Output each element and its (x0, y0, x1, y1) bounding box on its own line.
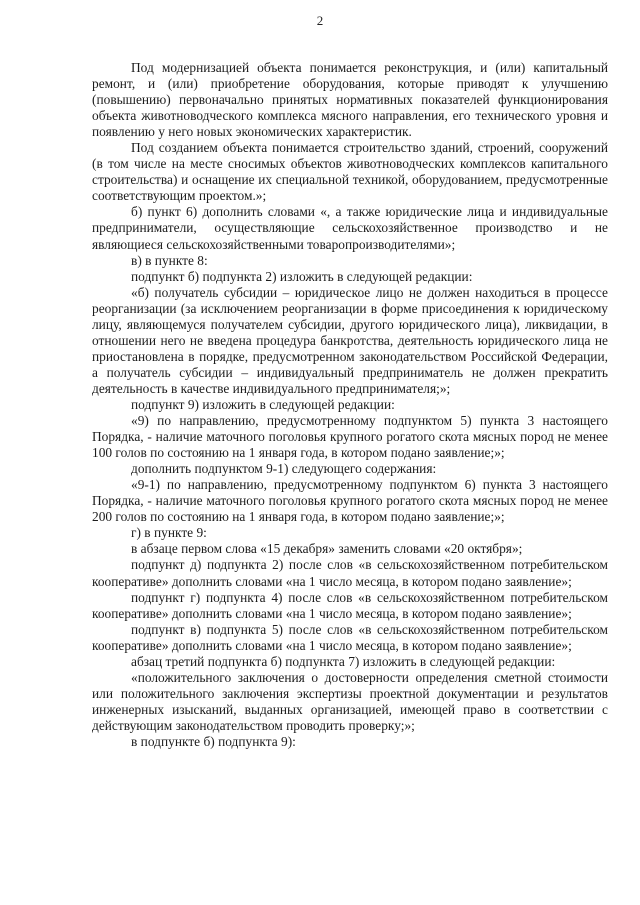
paragraph-creation-definition: Под созданием объекта понимается строительство зданий, строений, сооружений (в том числе на месте сносимых объектов животноводческих комплексов капитального строительства) и оснащение их специальной техникой, оборудованием, предусмотренные соответствующим проектом.»; (92, 140, 608, 204)
paragraph-item-b: б) пункт 6) дополнить словами «, а также юридические лица и индивидуальные предприниматели, осуществляющие сельскохозяйственное производство и не являющиеся сельскохозяйственными товаропроизводителями»; (92, 204, 608, 252)
paragraph-subitem-b-text: «б) получатель субсидии – юридическое лицо не должен находиться в процессе реорганизации (за исключением реорганизации в форме присоединения к юридическому лицу, являющемуся получателем субсидии, другого юридического лица), ликвидации, в отношении него не введена процедура банкротства, деятельность юридического лица не приостановлена в порядке, предусмотренном законодательством Российской Федерации, а получатель субсидии – индивидуальный предприниматель не должен прекратить деятельность в качестве индивидуального предпринимателя;»; (92, 284, 608, 396)
paragraph-subitem-9-text: «9) по направлению, предусмотренному подпунктом 5) пункта 3 настоящего Порядка, - наличие маточного поголовья крупного рогатого скота мясных пород не менее 100 голов по состоянию на 1 января года, в котором подано заявление;»; (92, 413, 608, 461)
paragraph-subitem-v: подпункт в) подпункта 5) после слов «в сельскохозяйственном потребительском кооперативе» дополнить словами «на 1 число месяца, в котором подано заявление»; (92, 621, 608, 653)
paragraph-subitem-9-1-text: «9-1) по направлению, предусмотренному подпунктом 6) пункта 3 настоящего Порядка, - наличие маточного поголовья крупного рогатого скота мясных пород не менее 200 голов по состоянию на 1 января года, в котором подано заявление;»; (92, 477, 608, 525)
page-number: 2 (316, 13, 324, 28)
paragraph-third-abzac-text: «положительного заключения о достоверности определения сметной стоимости или положительного заключения экспертизы проектной документации и результатов инженерных изысканий, выданных организацией, имеющей право в соответствии с действующим законодательством проводить проверку;»; (92, 669, 608, 733)
paragraph-first-abzac-dates: в абзаце первом слова «15 декабря» заменить словами «20 октября»; (131, 541, 523, 557)
paragraph-subitem-g: подпункт г) подпункта 4) после слов «в сельскохозяйственном потребительском кооперативе» дополнить словами «на 1 число месяца, в котором подано заявление»; (92, 589, 608, 621)
paragraph-third-abzac-intro: абзац третий подпункта б) подпункта 7) изложить в следующей редакции: (131, 653, 556, 669)
paragraph-subitem-b-9: в подпункте б) подпункта 9): (131, 733, 296, 749)
paragraph-item-v: в) в пункте 8: (131, 252, 208, 268)
paragraph-item-g: г) в пункте 9: (131, 525, 207, 541)
document-body (92, 60, 608, 750)
paragraph-subitem-9-intro: подпункт 9) изложить в следующей редакции: (131, 396, 395, 412)
paragraph-subitem-9-1-intro: дополнить подпунктом 9-1) следующего содержания: (131, 461, 437, 477)
paragraph-modernization-definition: Под модернизацией объекта понимается реконструкция, и (или) капитальный ремонт, и (или) приобретение оборудования, которые приводят к улучшению (повышению) первоначально принятых нормативных показателей функционирования объекта животноводческого комплекса мясного направления, его технического уровня и появлению у него новых экономических характеристик. (92, 60, 608, 140)
paragraph-subitem-b-intro: подпункт б) подпункта 2) изложить в следующей редакции: (131, 268, 473, 284)
paragraph-subitem-d: подпункт д) подпункта 2) после слов «в сельскохозяйственном потребительском кооперативе» дополнить словами «на 1 число месяца, в котором подано заявление»; (92, 557, 608, 589)
